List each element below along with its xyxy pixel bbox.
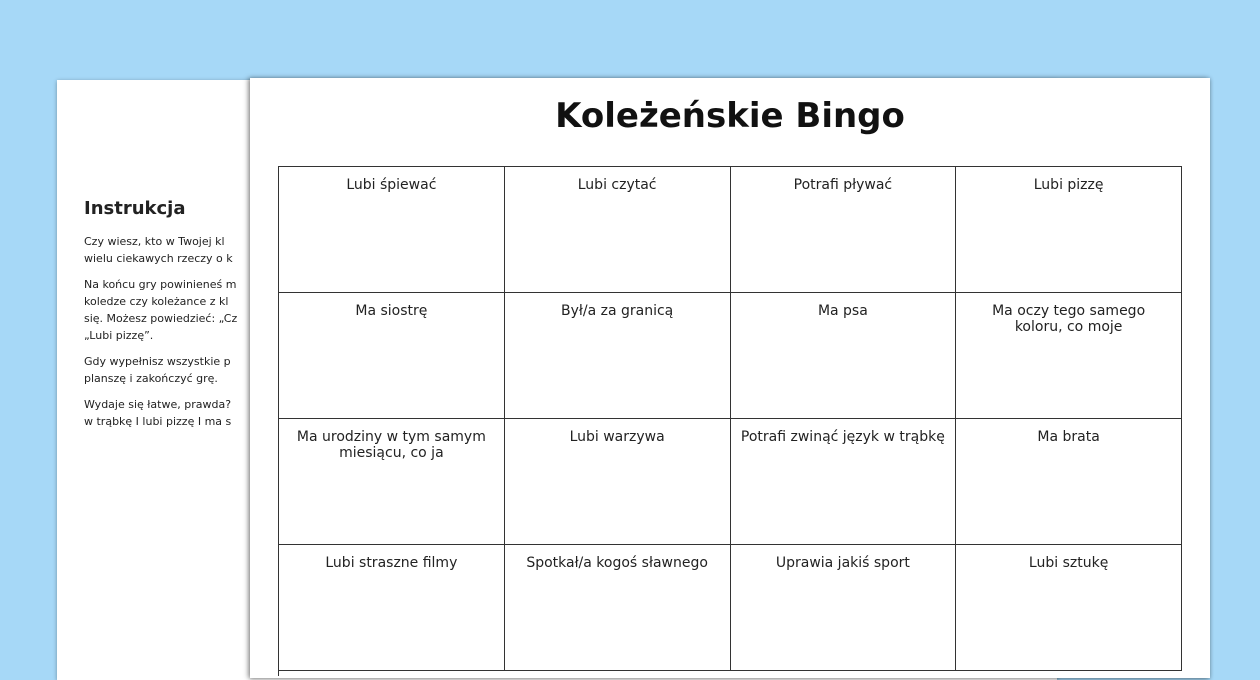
bingo-cell: Potrafi pływać [731,167,957,293]
bingo-cell: Ma psa [731,293,957,419]
bingo-cell: Ma oczy tego samego koloru, co moje [956,293,1182,419]
bingo-cell: Ma urodziny w tym samym miesiącu, co ja [279,419,505,545]
bingo-cell: Uprawia jakiś sport [731,545,957,671]
instructions-paragraph-1: Czy wiesz, kto w Twojej kl wielu ciekawych rzeczy o k [84,235,233,265]
bingo-cell: Ma brata [956,419,1182,545]
instructions-title: Instrukcja [84,198,186,219]
bingo-cell: Lubi czytać [505,167,731,293]
bingo-sheet [250,78,1210,678]
bingo-cell: Spotkał/a kogoś sławnego [505,545,731,671]
bingo-cell: Lubi pizzę [956,167,1182,293]
bingo-cell: Lubi sztukę [956,545,1182,671]
bingo-cell: Ma siostrę [279,293,505,419]
bingo-cell: Lubi śpiewać [279,167,505,293]
bingo-grid [278,166,1182,676]
bingo-cell: Był/a za granicą [505,293,731,419]
bingo-cell: Potrafi zwinąć język w trąbkę [731,419,957,545]
bingo-cell: Lubi warzywa [505,419,731,545]
instructions-paragraph-4: Wydaje się łatwe, prawda? w trąbkę I lubi pizzę I ma s [84,398,232,428]
bingo-title: Koleżeńskie Bingo [555,96,905,136]
instructions-paragraph-2: Na końcu gry powinieneś m koledze czy koleżance z kl się. Możesz powiedzieć: „Cz „Lubi pizzę”. [84,278,238,342]
instructions-paragraph-3: Gdy wypełnisz wszystkie p planszę i zakończyć grę. [84,355,231,385]
bingo-cell: Lubi straszne filmy [279,545,505,671]
